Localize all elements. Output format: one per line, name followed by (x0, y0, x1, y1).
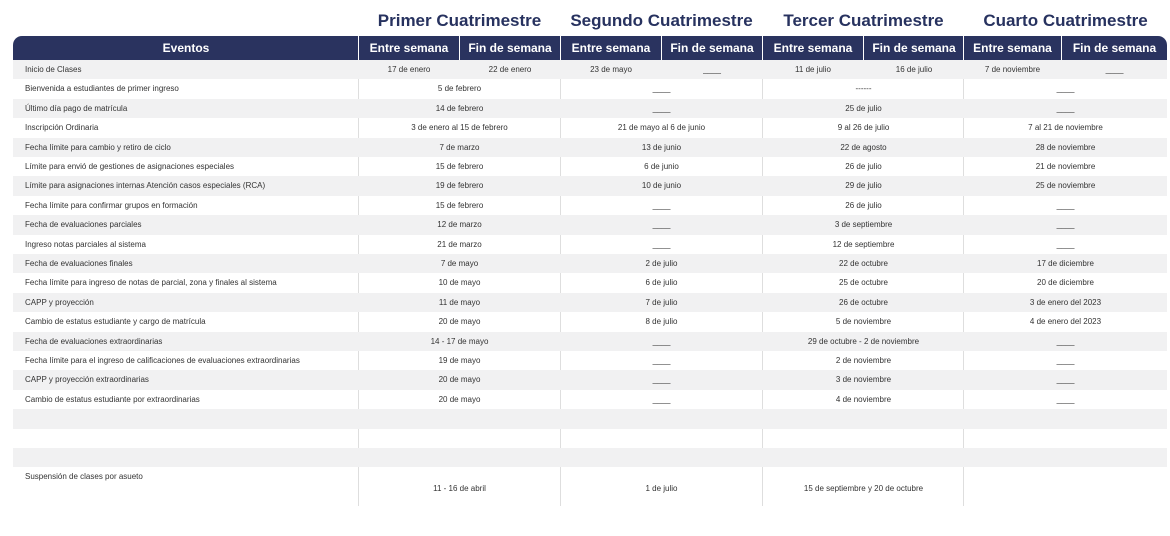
table-row (13, 370, 1167, 389)
table-row (13, 99, 1167, 118)
event-name: Inscripción Ordinaria (25, 123, 99, 133)
event-date: 12 de septiembre (832, 239, 895, 249)
table-row (13, 293, 1167, 312)
event-date: 12 de marzo (437, 220, 482, 230)
table-row (13, 409, 1167, 428)
event-date: 14 de febrero (435, 103, 484, 113)
event-date: 25 de noviembre (1035, 181, 1096, 191)
event-date: 15 de septiembre y 20 de octubre (803, 484, 924, 494)
event-date (561, 429, 762, 448)
event-date (964, 429, 1167, 448)
event-date: 17 de diciembre (1037, 259, 1094, 268)
table-row (13, 332, 1167, 351)
event-date: 10 de mayo (438, 278, 481, 288)
event-name: CAPP y proyección (25, 297, 94, 307)
header-separator (963, 36, 964, 60)
event-date: 14 - 17 de mayo (430, 336, 489, 346)
event-name (25, 429, 365, 448)
term-title-4: Cuarto Cuatrimestre (983, 11, 1148, 30)
table-row (13, 215, 1167, 234)
event-name (25, 448, 365, 467)
event-date: 22 de enero (488, 65, 532, 74)
event-date: 16 de julio (895, 65, 933, 74)
event-name: Fecha de evaluaciones finales (25, 259, 133, 268)
table-row (13, 196, 1167, 215)
table-row (13, 138, 1167, 157)
header-separator (1061, 36, 1062, 60)
event-date: 7 de marzo (439, 142, 480, 152)
event-name: Cambio de estatus estudiante y cargo de matrícula (25, 317, 206, 327)
event-date: 4 de enero del 2023 (1029, 317, 1102, 327)
event-date: ____ (1056, 84, 1075, 94)
table-row (13, 351, 1167, 370)
event-name: Fecha de evaluaciones extraordinarias (25, 336, 163, 346)
event-date: 22 de octubre (839, 259, 888, 268)
header-entre-semana: Entre semana (973, 41, 1052, 55)
event-date: 19 de febrero (435, 181, 484, 191)
event-date: 20 de mayo (438, 317, 481, 327)
table-header (13, 36, 1167, 60)
event-date: 22 de agosto (840, 142, 887, 152)
event-name: Inicio de Clases (25, 65, 82, 74)
event-date: ____ (652, 356, 671, 365)
table-row (13, 467, 1167, 505)
table-row (13, 176, 1167, 195)
event-name: CAPP y proyección extraordinarias (25, 375, 149, 385)
event-date: 29 de julio (845, 181, 882, 191)
event-date: 5 de febrero (437, 84, 482, 94)
event-date (561, 448, 762, 467)
event-name: Fecha de evaluaciones parciales (25, 220, 142, 230)
event-date: ____ (1056, 103, 1075, 113)
event-date: 13 de junio (641, 142, 682, 152)
event-date: ____ (1056, 375, 1075, 385)
header-separator (459, 36, 460, 60)
header-separator (661, 36, 662, 60)
event-date: 1 de julio (645, 484, 678, 494)
event-date: ____ (1056, 356, 1075, 365)
table-row (13, 254, 1167, 273)
event-date: 5 de noviembre (835, 317, 892, 327)
event-date: ____ (1056, 336, 1075, 346)
event-date: ____ (703, 65, 721, 74)
event-date (763, 448, 964, 467)
event-date (359, 429, 560, 448)
event-date: 26 de julio (845, 200, 882, 210)
table-row (13, 235, 1167, 254)
header-entre-semana: Entre semana (773, 41, 853, 55)
header-separator (863, 36, 864, 60)
event-date: 7 de mayo (440, 259, 479, 268)
event-name: Fecha límite para ingreso de notas de parcial, zona y finales al sistema (25, 278, 277, 288)
event-date: 20 de mayo (438, 394, 481, 404)
term-titles (0, 8, 1170, 34)
event-date: 4 de noviembre (835, 394, 892, 404)
header-eventos: Eventos (162, 41, 210, 55)
table-row (13, 429, 1167, 448)
event-date: 15 de febrero (435, 162, 484, 171)
event-date: 20 de mayo (438, 375, 481, 385)
event-date: 7 de julio (645, 297, 678, 307)
term-title-2: Segundo Cuatrimestre (570, 11, 753, 30)
event-name: Ingreso notas parciales al sistema (25, 239, 146, 249)
event-date: ------ (855, 84, 872, 94)
event-date: 3 de enero del 2023 (1029, 297, 1102, 307)
event-date: 6 de junio (644, 162, 679, 171)
event-date: 10 de junio (641, 181, 682, 191)
event-date: 8 de julio (645, 317, 678, 327)
event-date (763, 409, 964, 428)
table-row (13, 79, 1167, 98)
event-date: 21 de noviembre (1035, 162, 1096, 171)
event-name: Fecha límite para el ingreso de calificaciones de evaluaciones extraordinarias (25, 356, 300, 365)
header-fin-de-semana: Fin de semana (468, 41, 552, 55)
event-name: Fecha límite para confirmar grupos en formación (25, 200, 198, 210)
event-date: 3 de septiembre (834, 220, 893, 230)
event-name: Cambio de estatus estudiante por extraordinarias (25, 394, 200, 404)
event-date: ____ (652, 394, 671, 404)
table-row (13, 118, 1167, 137)
term-title-3: Tercer Cuatrimestre (783, 11, 944, 30)
table-row (13, 273, 1167, 292)
event-date: 11 de julio (795, 65, 831, 74)
header-separator (762, 36, 763, 60)
event-date: 21 de marzo (437, 239, 482, 249)
event-name: Fecha límite para cambio y retiro de ciclo (25, 142, 171, 152)
table-row (13, 312, 1167, 331)
header-entre-semana: Entre semana (369, 41, 449, 55)
event-name (25, 409, 365, 428)
event-date: 11 de mayo (438, 297, 481, 307)
event-date: ____ (652, 84, 671, 94)
event-date: 19 de mayo (438, 356, 481, 365)
event-date: ____ (1056, 394, 1075, 404)
event-date: 2 de julio (645, 259, 678, 268)
term-title-1: Primer Cuatrimestre (377, 11, 542, 30)
header-fin-de-semana: Fin de semana (872, 41, 956, 55)
event-date: 3 de enero al 15 de febrero (411, 123, 508, 133)
event-date: 25 de octubre (839, 278, 888, 288)
event-date: 17 de enero (387, 65, 431, 74)
event-date: ____ (652, 375, 671, 385)
event-date: 15 de febrero (435, 200, 484, 210)
event-date: 3 de noviembre (835, 375, 892, 385)
event-date: ____ (652, 103, 671, 113)
event-date: 2 de noviembre (835, 356, 892, 365)
event-date: 21 de mayo al 6 de junio (617, 123, 706, 133)
header-fin-de-semana: Fin de semana (1072, 41, 1157, 55)
event-date: 28 de noviembre (1035, 142, 1096, 152)
event-name: Suspensión de clases por asueto (25, 472, 143, 482)
event-date: 11 - 16 de abril (433, 484, 486, 494)
event-date: ____ (1056, 200, 1075, 210)
event-date: ____ (1056, 239, 1075, 249)
event-date (964, 448, 1167, 467)
event-date: 9 al 26 de julio (837, 123, 890, 133)
table-row (13, 157, 1167, 176)
event-date: ____ (1056, 220, 1075, 230)
header-entre-semana: Entre semana (571, 41, 651, 55)
event-name: Límite para asignaciones internas Atención casos especiales (RCA) (25, 181, 266, 191)
event-date: 7 de noviembre (984, 65, 1041, 74)
event-date: 26 de julio (845, 162, 882, 171)
event-date: 29 de octubre - 2 de noviembre (807, 336, 920, 346)
event-date: 25 de julio (845, 103, 882, 113)
event-date: ____ (1105, 65, 1124, 74)
event-date: 26 de octubre (839, 297, 888, 307)
table-row (13, 390, 1167, 409)
event-date (359, 409, 560, 428)
event-date (964, 467, 1167, 508)
event-date (561, 409, 762, 428)
event-date: 6 de julio (645, 278, 678, 288)
event-date: ____ (652, 239, 671, 249)
event-name: Último día pago de matrícula (25, 103, 128, 113)
event-date: 23 de mayo (590, 65, 632, 74)
header-separator (560, 36, 561, 60)
event-name: Límite para envió de gestiones de asignaciones especiales (25, 162, 235, 171)
event-date: 7 al 21 de noviembre (1028, 123, 1103, 133)
event-date (964, 409, 1167, 428)
event-date: ____ (652, 336, 671, 346)
event-date: ____ (652, 200, 671, 210)
event-date (763, 429, 964, 448)
event-date (359, 448, 560, 467)
table-row (13, 448, 1167, 467)
header-separator (358, 36, 359, 60)
event-name: Bienvenida a estudiantes de primer ingreso (25, 84, 179, 94)
event-date: 20 de diciembre (1037, 278, 1094, 288)
header-fin-de-semana: Fin de semana (670, 41, 754, 55)
event-date: ____ (652, 220, 671, 230)
table-row (13, 60, 1167, 79)
